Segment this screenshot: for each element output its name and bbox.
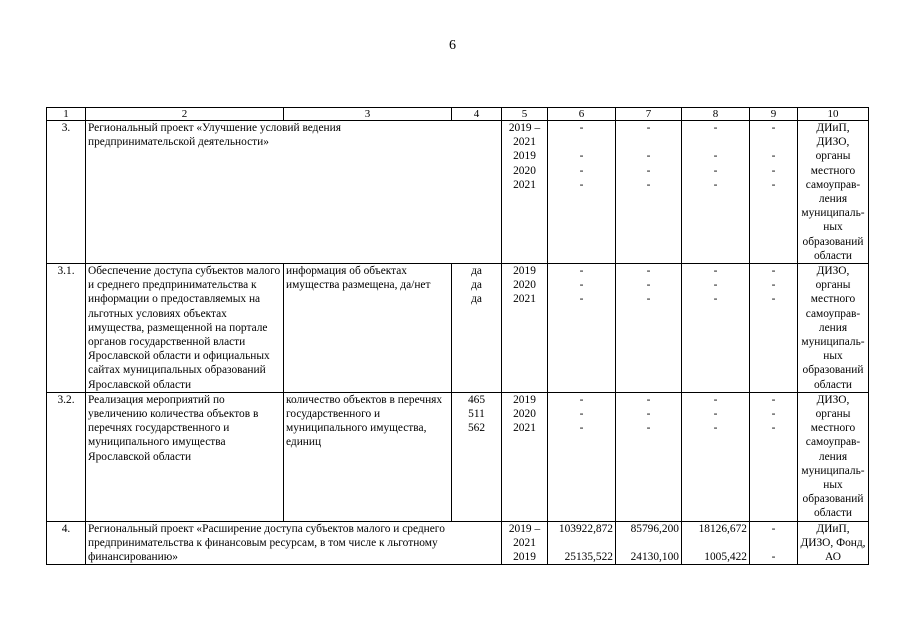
column-header: 6 (548, 108, 616, 121)
value-cell: 18126,672 1005,422 (682, 521, 750, 565)
value-cell: - - (750, 521, 798, 565)
indicator-value-cell: 465 511 562 (452, 392, 502, 521)
column-header: 7 (616, 108, 682, 121)
value-cell: 85796,200 24130,100 (616, 521, 682, 565)
value-cell: - - - (682, 392, 750, 521)
page-number: 6 (449, 38, 456, 53)
row-number: 3.1. (47, 264, 86, 393)
period-cell: 2019 2020 2021 (502, 392, 548, 521)
value-cell: - - - (548, 264, 616, 393)
column-header-row (47, 108, 869, 121)
value-cell: - - - (750, 264, 798, 393)
row-number: 3.2. (47, 392, 86, 521)
row-number: 3. (47, 121, 86, 264)
table-row (47, 521, 869, 565)
value-cell: - - - (750, 392, 798, 521)
activity-cell: Реализация мероприятий по увеличению количества объектов в перечнях государственного и муниципального имущества Ярославской области (86, 392, 284, 521)
column-header: 2 (86, 108, 284, 121)
responsible-cell: ДИиП, ДИЗО, Фонд, АО (798, 521, 869, 565)
column-header: 9 (750, 108, 798, 121)
responsible-cell: ДИЗО, органы местного самоуправ-ления муниципаль-ных образований области (798, 392, 869, 521)
period-cell: 2019 – 2021 2019 (502, 521, 548, 565)
value-cell: - - - - (750, 121, 798, 264)
period-cell: 2019 2020 2021 (502, 264, 548, 393)
value-cell: - - - - (616, 121, 682, 264)
responsible-cell: ДИЗО, органы местного самоуправ-ления муниципаль-ных образований области (798, 264, 869, 393)
project-title: Региональный проект «Расширение доступа субъектов малого и среднего предпринимательства к финансовым ресурсам, в том числе к льготному финансированию» (86, 521, 502, 565)
column-header: 3 (284, 108, 452, 121)
value-cell: - - - - (548, 121, 616, 264)
document-table (46, 107, 869, 565)
value-cell: - - - - (682, 121, 750, 264)
indicator-cell: информация об объектах имущества размещена, да/нет (284, 264, 452, 393)
column-header: 1 (47, 108, 86, 121)
column-header: 4 (452, 108, 502, 121)
value-cell: - - - (548, 392, 616, 521)
column-header: 5 (502, 108, 548, 121)
project-title: Региональный проект «Улучшение условий ведения предпринимательской деятельности» (86, 121, 502, 264)
responsible-cell: ДИиП, ДИЗО, органы местного самоуправ-ления муниципаль-ных образований области (798, 121, 869, 264)
value-cell: - - - (616, 392, 682, 521)
indicator-cell: количество объектов в перечнях государственного и муниципального имущества, единиц (284, 392, 452, 521)
table-row (47, 392, 869, 521)
activity-cell: Обеспечение доступа субъектов малого и среднего предпринимательства к информации о предоставляемых на льготных условиях объектах имущества, размещенной на портале органов государственной власти Ярославской области и официальных сайтах муниципальных образований Ярославской области (86, 264, 284, 393)
indicator-value-cell: да да да (452, 264, 502, 393)
row-number: 4. (47, 521, 86, 565)
table-row (47, 264, 869, 393)
period-cell: 2019 – 2021 2019 2020 2021 (502, 121, 548, 264)
value-cell: - - - (682, 264, 750, 393)
table-row (47, 121, 869, 264)
value-cell: 103922,872 25135,522 (548, 521, 616, 565)
value-cell: - - - (616, 264, 682, 393)
column-header: 8 (682, 108, 750, 121)
column-header: 10 (798, 108, 869, 121)
